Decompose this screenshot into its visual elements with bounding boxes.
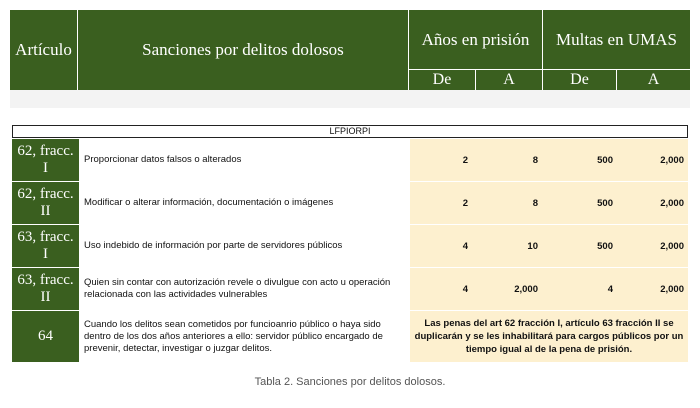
articulo-line1: 63, fracc. xyxy=(17,229,74,245)
table-row xyxy=(12,139,688,181)
articulo-line2: I xyxy=(43,160,48,176)
table-row xyxy=(12,225,688,267)
header-multas-de: De xyxy=(543,70,616,90)
descripcion-cell: Quien sin contar con autorización revele o divulgue con acto u operación relacionada con las actividades vulnerables xyxy=(80,268,409,310)
multas-a-value: 2,000 xyxy=(660,197,684,209)
table-caption: Tabla 2. Sanciones por delitos dolosos. xyxy=(254,376,446,388)
header-anos-de: De xyxy=(409,70,475,90)
section-label: LFPIORPI xyxy=(12,125,688,138)
articulo-line2: I xyxy=(43,246,48,262)
articulo-line2: II xyxy=(40,289,51,305)
articulo-line1: 62, fracc. xyxy=(17,186,74,202)
articulo-cell: 64 xyxy=(12,311,79,362)
anos-de-value: 2 xyxy=(462,154,468,166)
anos-de-value: 4 xyxy=(462,240,468,252)
multas-de-value: 500 xyxy=(597,197,613,209)
spacer xyxy=(10,108,690,123)
numbers-cell xyxy=(410,225,688,267)
header-gap xyxy=(10,90,690,108)
anos-a-value: 8 xyxy=(532,154,538,166)
multas-a-value: 2,000 xyxy=(660,283,684,295)
descripcion-cell: Proporcionar datos falsos o alterados xyxy=(80,139,409,181)
anos-de-value: 4 xyxy=(462,283,468,295)
header-anos-prision: Años en prisión xyxy=(409,10,542,69)
table-row xyxy=(12,268,688,310)
numbers-cell xyxy=(410,139,688,181)
articulo-line1: 63, fracc. xyxy=(17,272,74,288)
anos-a-value: 10 xyxy=(527,240,538,252)
articulo-cell xyxy=(12,225,79,267)
articulo-cell xyxy=(12,182,79,224)
header-multas-umas: Multas en UMAS xyxy=(543,10,690,69)
numbers-cell xyxy=(410,182,688,224)
merged-penalty-note: Las penas del art 62 fracción I, artículo 63 fracción II se duplicarán y se les inhabilitará para cargos públicos por un tiempo igual al de la pena de prisión. xyxy=(414,318,684,355)
header-sanciones: Sanciones por delitos dolosos xyxy=(78,10,408,90)
multas-a-value: 2,000 xyxy=(660,240,684,252)
multas-de-value: 500 xyxy=(597,240,613,252)
multas-de-value: 4 xyxy=(607,283,613,295)
table-row xyxy=(12,182,688,224)
anos-de-value: 2 xyxy=(462,197,468,209)
numbers-cell xyxy=(410,268,688,310)
articulo-line2: II xyxy=(40,203,51,219)
multas-a-value: 2,000 xyxy=(660,154,684,166)
sanctions-table xyxy=(10,10,690,362)
articulo-cell xyxy=(12,139,79,181)
descripcion-cell: Uso indebido de información por parte de servidores públicos xyxy=(80,225,409,267)
articulo-cell xyxy=(12,268,79,310)
multas-de-value: 500 xyxy=(597,154,613,166)
articulo-line1: 62, fracc. xyxy=(17,143,74,159)
anos-a-value: 2,000 xyxy=(514,283,538,295)
anos-a-value: 8 xyxy=(532,197,538,209)
descripcion-cell: Modificar o alterar información, documentación o imágenes xyxy=(80,182,409,224)
descripcion-cell: Cuando los delitos sean cometidos por funcioanrio público o haya sido dentro de los dos años anteriores a ello: servidor público encargado de prevenir, detectar, investigar o juzgar delitos. xyxy=(80,311,409,362)
header-anos-a: A xyxy=(476,70,542,90)
header-multas-a: A xyxy=(617,70,690,90)
table-row xyxy=(12,311,688,362)
numbers-cell xyxy=(410,311,688,362)
header-articulo: Artículo xyxy=(10,10,77,90)
